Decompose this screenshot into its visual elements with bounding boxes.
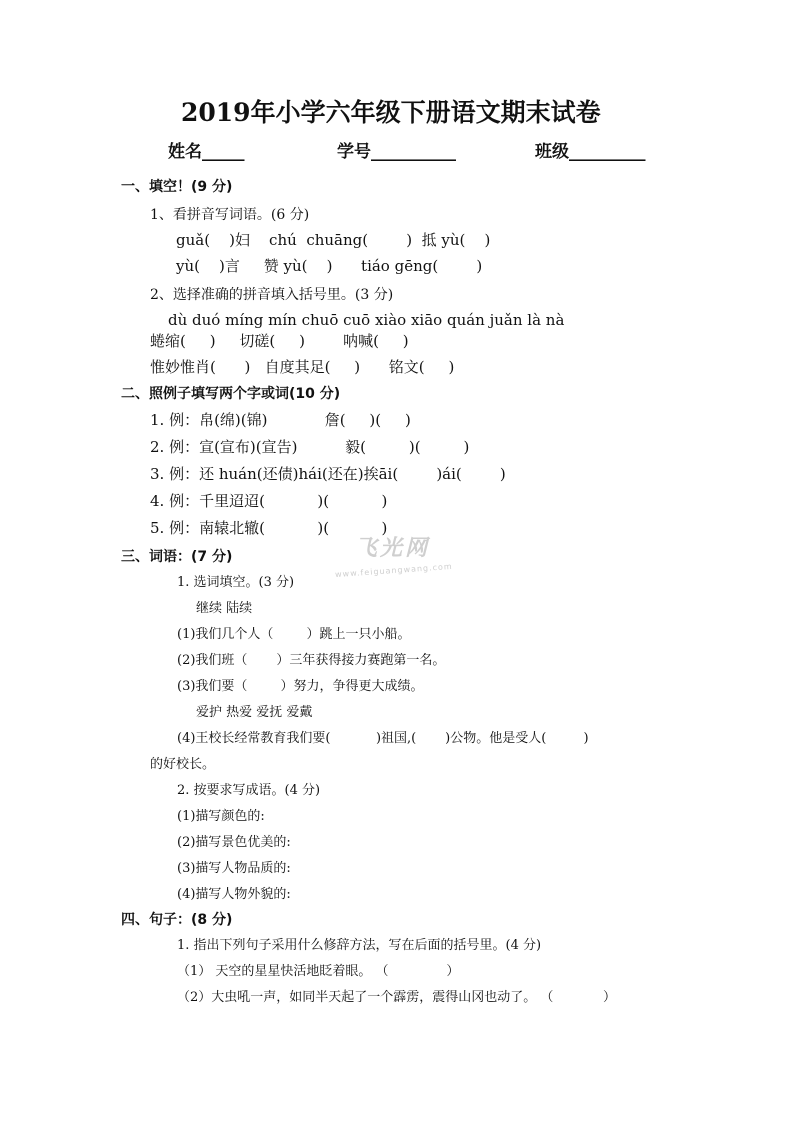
word-choices-1: 继续 陆续: [196, 601, 253, 616]
section-1-heading: 一、填空！(9 分): [121, 179, 233, 195]
section-2-line-4: 4. 例：千里迢迢( )( ): [150, 492, 388, 510]
watermark-logo: 飞光网: [355, 536, 431, 561]
watermark-url: www.feiguangwang.com: [334, 561, 453, 580]
class-label: 班级_________: [535, 142, 646, 162]
section-1-q1: 1、看拼音写词语。(6 分): [150, 207, 310, 223]
section-1-q2-row-1: 蜷缩( ) 切磋( ) 呐喊( ): [150, 332, 409, 350]
section-3-q2: 2. 按要求写成语。(4 分): [177, 783, 321, 798]
idiom-prompt-3: (3)描写人物品质的:: [177, 861, 291, 876]
section-3-item-1: (1)我们几个人（ ）跳上一只小船。: [177, 627, 411, 642]
section-3-item-4: (4)王校长经常教育我们要( )祖国,( )公物。他是受人( ): [177, 731, 589, 746]
page-title: 2019年小学六年级下册语文期末试卷: [181, 98, 601, 127]
section-3-q1: 1. 选词填空。(3 分): [177, 575, 295, 590]
section-3-item-3: (3)我们要（ ）努力，争得更大成绩。: [177, 679, 424, 694]
word-choices-2: 爱护 热爱 爱抚 爱戴: [196, 705, 313, 720]
section-3-item-2: (2)我们班（ ）三年获得接力赛跑第一名。: [177, 653, 446, 668]
section-2-heading: 二、照例子填写两个字或词(10 分): [121, 386, 341, 402]
section-1-q1-line-2: yù( )言 赞 yù( ) tiáo gēng( ): [176, 257, 483, 275]
idiom-prompt-4: (4)描写人物外貌的:: [177, 887, 291, 902]
section-2-line-5: 5. 例：南辕北辙( )( ): [150, 519, 388, 537]
section-4-sentence-1: （1） 天空的星星快活地眨着眼。 （ ）: [177, 964, 460, 979]
pinyin-options: dù duó míng mín chuō cuō xiào xiāo quán juǎn là nà: [168, 311, 565, 329]
section-1-q1-line-1: guǎ( )妇 chú chuāng( ) 抵 yù( ): [176, 231, 491, 249]
idiom-prompt-1: (1)描写颜色的:: [177, 809, 265, 824]
section-4-q1: 1. 指出下列句子采用什么修辞方法，写在后面的括号里。(4 分): [177, 938, 542, 953]
section-2-line-1: 1. 例：帛(绵)(锦) 詹( )( ): [150, 411, 411, 429]
section-3-item-4-continued: 的好校长。: [150, 757, 216, 772]
section-1-q2: 2、选择准确的拼音填入括号里。(3 分): [150, 287, 394, 303]
section-2-line-3: 3. 例：还 huán(还债)hái(还在)挨āi( )ái( ): [150, 465, 506, 483]
section-1-q2-row-2: 惟妙惟肖( ) 自度其足( ) 铭文( ): [150, 358, 455, 376]
section-3-heading: 三、词语：(7 分): [121, 549, 233, 565]
section-4-sentence-2: （2）大虫吼一声，如同半天起了一个霹雳，震得山冈也动了。 （ ）: [177, 990, 616, 1005]
name-field-label: 姓名_____: [168, 142, 245, 162]
section-4-heading: 四、句子：(8 分): [121, 912, 233, 928]
student-number-label: 学号__________: [337, 142, 456, 162]
section-2-line-2: 2. 例：宣(宣布)(宣告) 毅( )( ): [150, 438, 470, 456]
idiom-prompt-2: (2)描写景色优美的:: [177, 835, 291, 850]
